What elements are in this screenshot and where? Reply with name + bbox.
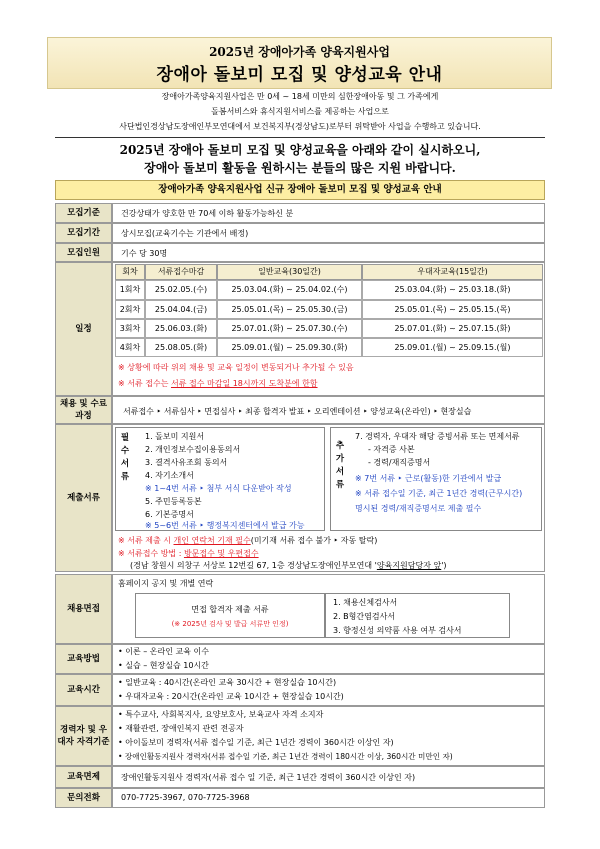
extra-doc-item: 7. 경력자, 우대자 해당 증빙서류 또는 면제서류 [355,432,520,441]
exempt-text: 장애인활동지원사 경력자(서류 접수 일 기준, 최근 1년간 경력이 360시간 이상인 자) [121,773,416,782]
interview-box-title: 면접 합격자 제출 서류 [191,605,269,614]
preferred-item: • 특수교사, 사회복지사, 요양보호사, 보육교사 자격 소지자 [118,710,324,719]
schedule-cell: 25.08.05.(화) [145,338,217,357]
label-method: 교육방법 [55,644,112,674]
intro-line-1: 장애아가족양육지원사업은 만 0세 ~ 18세 미만의 심한장애아동 및 그 가족에게 [161,92,439,101]
required-doc-note: ※ 1~4번 서류 ‣ 첨부 서식 다운받아 작성 [145,484,292,493]
intro-line-3: 사단법인경상남도장애인부모연대에서 보건복지부(경상남도)로부터 위탁받아 사업을 수행하고 있습니다. [119,122,481,131]
value-exempt [112,766,545,788]
schedule-cell: 25.07.01.(화) ~ 25.07.15.(화) [362,319,543,338]
interview-box-left [135,593,325,638]
extra-doc-note: ※ 서류 접수일 기준, 최근 1년간 경력(근무시간) [355,489,523,498]
interview-item: 3. 향정신성 의약품 사용 여부 검사서 [333,626,462,635]
required-doc-item: 1. 돌보미 지원서 [145,432,205,441]
label-exempt: 교육면제 [55,766,112,788]
interview-top-text: 홈페이지 공지 및 개별 연락 [118,579,214,588]
required-doc-item: 4. 자기소개서 [145,471,194,480]
extra-doc-item: - 자격증 사본 [368,445,415,454]
schedule-cell: 4회차 [115,338,145,357]
schedule-cell: 25.02.05.(수) [145,280,217,300]
preferred-item: • 아이돌보미 경력자(서류 접수일 기준, 최근 1년간 경력이 360시간 이상인 자) [118,738,394,747]
section-banner: 장애아가족 양육지원사업 신규 장애아 돌보미 모집 및 양성교육 안내 [55,180,545,200]
interview-item: 1. 채용신체검사서 [333,598,398,607]
label-hours: 교육시간 [55,674,112,706]
required-doc-note: ※ 5~6번 서류 ‣ 행정복지센터에서 발급 가능 [145,521,305,530]
hours-item: • 일반교육 : 40시간(온라인 교육 30시간 + 현장실습 10시간) [118,678,337,687]
message-line-2: 장애아 돌보미 활동을 원하시는 분들의 많은 지원 바랍니다. [144,161,456,175]
preferred-item: • 재활관련, 장애인복지 관련 전공자 [118,724,244,733]
schedule-cell: 25.03.04.(화) ~ 25.04.02.(수) [217,280,362,300]
method-item: • 실습 – 현장실습 10시간 [118,661,209,670]
label-count: 모집인원 [55,243,112,262]
page-title: 장애아 돌보미 모집 및 양성교육 안내 [156,65,443,85]
extra-doc-item: - 경력/재직증명서 [368,458,431,467]
label-preferred: 경력자 및 우대자 자격기준 [55,706,112,766]
value-count [112,243,545,262]
message-line-1: 2025년 장애아 돌보미 모집 및 양성교육을 아래와 같이 실시하오니, [119,143,481,157]
label-schedule: 일정 [55,262,112,396]
label-criteria: 모집기준 [55,203,112,223]
criteria-text: 건강상태가 양호한 만 70세 이하 활동가능하신 분 [121,209,294,218]
extra-doc-note: ※ 7번 서류 ‣ 근로(활동)한 기관에서 발급 [355,474,502,483]
schedule-header-general: 일반교육(30일간) [217,264,362,280]
count-text: 기수 당 30명 [121,249,168,258]
required-doc-item: 5. 주민등록등본 [145,497,202,506]
schedule-cell: 1회차 [115,280,145,300]
divider-top [55,137,545,138]
label-period: 모집기간 [55,223,112,243]
value-criteria [112,203,545,223]
documents-note-2: ※ 서류접수 방법 : 방문접수 및 우편접수 [118,549,259,558]
label-documents: 제출서류 [55,424,112,572]
schedule-cell: 25.03.04.(화) ~ 25.03.18.(화) [362,280,543,300]
required-doc-item: 2. 개인정보수집이용동의서 [145,445,241,454]
required-docs-label: 필 수 서 류 [120,433,130,482]
schedule-header-preferred: 우대자교육(15일간) [362,264,543,280]
schedule-cell: 25.05.01.(목) ~ 25.05.15.(목) [362,300,543,319]
title-box [47,37,552,89]
title-line1: 2025년 장애아가족 양육지원사업 [209,45,390,59]
schedule-header-deadline: 서류접수마감 [145,264,217,280]
intro-line-2: 돌봄서비스와 휴식지원서비스를 제공하는 사업으로 [211,107,389,116]
method-item: • 이론 – 온라인 교육 이수 [118,647,209,656]
process-text: 서류접수 ‣ 서류심사 ‣ 면접심사 ‣ 최종 합격자 발표 ‣ 오리엔테이션 ‣ 양성교육(온라인) ‣ 현장실습 [123,407,472,416]
schedule-cell: 25.06.03.(화) [145,319,217,338]
value-period [112,223,545,243]
schedule-cell: 3회차 [115,319,145,338]
contact-phone: 070-7725-3967, 070-7725-3968 [121,793,250,802]
schedule-cell: 25.09.01.(월) ~ 25.09.15.(월) [362,338,543,357]
value-contact [112,788,545,808]
documents-note-1: ※ 서류 제출 시 개인 연락처 기재 필수(미기재 서류 접수 불가 ‣ 자동 탈락) [118,536,378,545]
documents-address: (경남 창원시 의창구 서상로 12번길 67, 1층 경상남도장애인부모연대 '양육지원담당자 앞') [130,561,447,570]
schedule-cell: 25.09.01.(월) ~ 25.09.30.(화) [217,338,362,357]
period-text: 상시모집(교육기수는 기관에서 배정) [121,229,249,238]
interview-box-note: (※ 2025년 검사 및 발급 서류만 인정) [171,620,289,628]
schedule-note-2: ※ 서류 접수는 서류 접수 마감일 18시까지 도착분에 한함 [118,379,318,388]
schedule-cell: 25.07.01.(화) ~ 25.07.30.(수) [217,319,362,338]
schedule-cell: 2회차 [115,300,145,319]
schedule-header-round: 회차 [115,264,145,280]
required-doc-item: 6. 기본증명서 [145,510,194,519]
extra-docs-label: 추 가 서 류 [335,441,345,490]
hours-item: • 우대자교육 : 20시간(온라인 교육 10시간 + 현장실습 10시간) [118,692,344,701]
required-doc-item: 3. 결격사유조회 동의서 [145,458,228,467]
label-interview: 채용면접 [55,574,112,644]
value-process [112,396,545,424]
interview-item: 2. B형간염검사서 [333,612,396,621]
label-process: 채용 및 수료과정 [55,396,112,424]
preferred-item: • 장애인활동지원사 경력자(서류 접수일 기준, 최근 1년간 경력이 180시간 이상, 360시간 미만인 자) [118,752,453,761]
label-contact: 문의전화 [55,788,112,808]
schedule-cell: 25.04.04.(금) [145,300,217,319]
extra-doc-note: 명시된 경력/재직증명서로 제출 필수 [355,504,482,513]
schedule-note-1: ※ 상황에 따라 위의 채용 및 교육 일정이 변동되거나 추가될 수 있음 [118,363,354,372]
schedule-cell: 25.05.01.(목) ~ 25.05.30.(금) [217,300,362,319]
